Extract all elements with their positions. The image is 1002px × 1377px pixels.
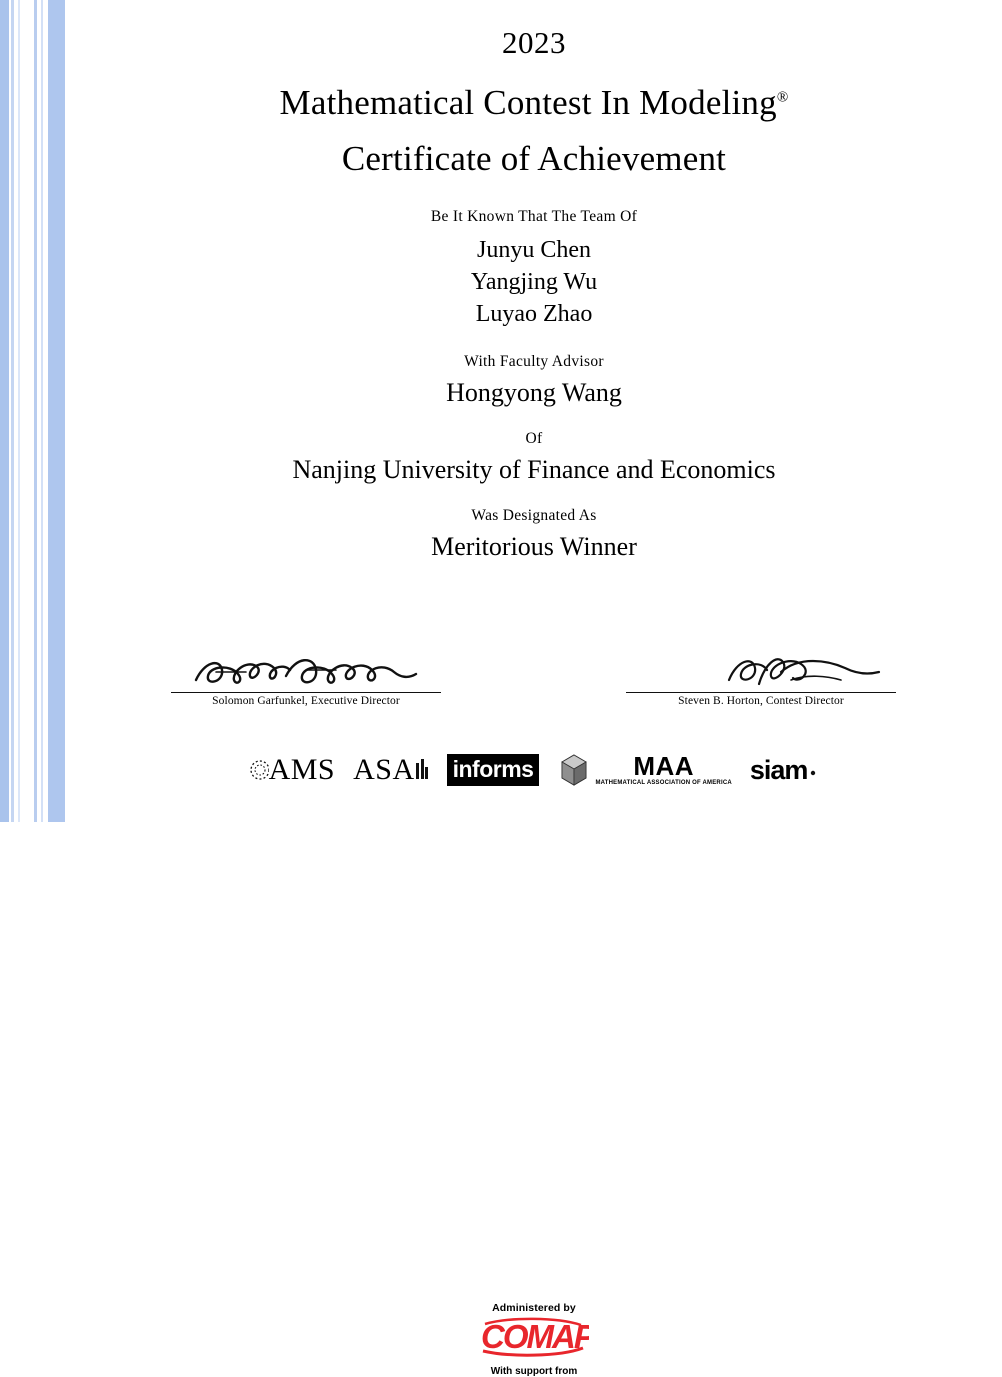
asa-logo-text: ASA xyxy=(353,753,415,786)
team-member: Yangjing Wu xyxy=(470,268,598,295)
team-label: Be It Known That The Team Of xyxy=(430,207,638,225)
designation-label: Was Designated As xyxy=(471,507,597,525)
decorative-stripe-5 xyxy=(48,0,65,822)
decorative-stripe-4 xyxy=(41,0,43,822)
maa-polyhedron-icon xyxy=(557,753,591,787)
asa-logo xyxy=(353,753,429,787)
certificate-subtitle: Certificate of Achievement xyxy=(341,138,727,178)
ams-logo-text: AMS xyxy=(268,753,336,786)
certificate-title xyxy=(66,85,1002,122)
certificate-title-text: Mathematical Contest In Modeling xyxy=(279,83,777,122)
ams-mark-icon xyxy=(249,756,269,784)
with-support-from-label: With support from xyxy=(490,1366,578,1377)
signature-block-left xyxy=(171,650,441,708)
decorative-stripes xyxy=(0,0,66,822)
advisor-label: With Faculty Advisor xyxy=(464,352,604,370)
signature-rule xyxy=(171,692,441,693)
certificate-document xyxy=(66,0,1002,1377)
administered-by-label: Administered by xyxy=(492,1302,576,1314)
signature-rule xyxy=(626,692,896,693)
designation-award: Meritorious Winner xyxy=(431,532,637,562)
sponsor-logos xyxy=(66,745,1002,795)
signature-icon xyxy=(641,650,881,692)
siam-logo-text: siam xyxy=(749,754,808,785)
signature-block-right xyxy=(626,650,896,708)
registered-trademark-icon: ® xyxy=(776,89,789,106)
signature-icon xyxy=(186,650,426,692)
maa-logo xyxy=(557,753,731,787)
team-members-list xyxy=(66,234,1002,331)
siam-logo xyxy=(750,753,820,787)
decorative-stripe-1 xyxy=(11,0,14,822)
comap-logo-block xyxy=(454,1302,614,1377)
signature-caption: Steven B. Horton, Contest Director xyxy=(678,695,844,707)
institution-name: Nanjing University of Finance and Economics xyxy=(292,454,776,484)
decorative-stripe-0 xyxy=(0,0,9,822)
informs-logo xyxy=(447,753,540,787)
maa-logo-subtext: MATHEMATICAL ASSOCIATION OF AMERICA xyxy=(595,780,732,786)
asa-mark-icon xyxy=(415,757,429,783)
siam-dot-icon xyxy=(807,764,819,776)
comap-logo-icon xyxy=(454,1315,614,1364)
informs-logo-text: informs xyxy=(447,754,540,786)
maa-logo-text: MAA xyxy=(633,751,695,781)
advisor-name: Hongyong Wang xyxy=(446,377,622,407)
ams-logo xyxy=(249,753,336,787)
decorative-stripe-2 xyxy=(18,0,20,822)
team-member: Junyu Chen xyxy=(477,236,591,263)
team-member: Luyao Zhao xyxy=(475,301,593,328)
decorative-stripe-3 xyxy=(34,0,37,822)
signature-caption: Solomon Garfunkel, Executive Director xyxy=(212,695,400,707)
of-label: Of xyxy=(525,429,543,447)
certificate-year: 2023 xyxy=(502,25,566,60)
svg-text:COMAP: COMAP xyxy=(481,1318,589,1355)
